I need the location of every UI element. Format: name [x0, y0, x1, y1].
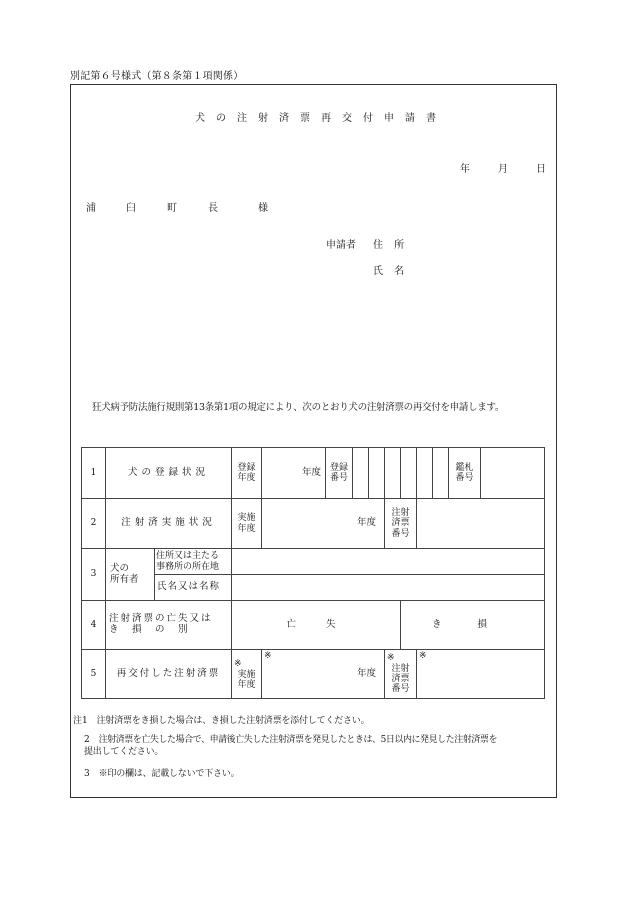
reissue-impl-year-label-cell [232, 650, 262, 699]
row-label-injection-status: 注射済実施状況 [106, 499, 232, 549]
staff-only-mark: ※ [234, 659, 242, 670]
note-2-text-a: 注射済票を亡失した場合で、申請後亡失した注射済票を発見したときは、5日以内に発見した注射済票を [98, 735, 498, 745]
reissue-tag-no-field [417, 650, 545, 699]
note-1 [73, 713, 369, 726]
table-row [82, 650, 545, 699]
form-title: 犬の注射済票再交付申請書 [195, 113, 447, 124]
reissue-tag-no-label: 注射 済票 番号 [391, 663, 410, 695]
injection-tag-no-label: 注射 済票 番号 [385, 499, 417, 549]
reissue-impl-year-field [262, 650, 385, 699]
nendo-suffix: 年度 [302, 466, 322, 478]
addressee-char: 浦 [86, 203, 96, 214]
staff-only-mark: ※ [419, 651, 427, 661]
row-label-owner: 犬の 所有者 [106, 549, 155, 601]
reg-no-label: 登録 番号 [326, 448, 353, 499]
note-2-prefix: 2 [84, 735, 90, 745]
owner-name-field[interactable] [232, 575, 545, 601]
addressee-char: 臼 [126, 203, 136, 214]
note-3-prefix: 3 [84, 769, 90, 779]
date-year: 年 [460, 164, 470, 175]
form-reference: 別記第６号様式（第８条第１項関係） [70, 71, 244, 82]
note-3-text: ※印の欄は、記載しないで下さい。 [98, 769, 240, 779]
date-day: 日 [536, 164, 546, 175]
option-damaged[interactable]: き損 [401, 601, 545, 650]
tag-no-label: 鑑札 番号 [449, 448, 481, 499]
reg-no-digit[interactable] [417, 448, 433, 499]
row-label-lost-or-damaged: 注射済票の亡失又は き 損 の 別 [106, 601, 232, 650]
nendo-suffix: 年度 [357, 517, 377, 529]
nendo-suffix: 年度 [357, 667, 377, 679]
note-1-text: 注射済票をき損した場合は、き損した注射済票を添付してください。 [96, 716, 370, 726]
reg-year-field[interactable] [262, 448, 326, 499]
table-row [82, 601, 545, 650]
note-3 [84, 766, 239, 779]
impl-year-field[interactable] [262, 499, 385, 549]
owner-address-label: 住所又は主たる 事務所の所在地 [155, 549, 232, 575]
applicant-address-label: 住 所 [373, 240, 409, 251]
staff-only-mark: ※ [387, 653, 395, 664]
applicant-label: 申請者 [326, 240, 356, 251]
table-row [82, 549, 545, 575]
applicant-name-label: 氏 名 [373, 266, 409, 277]
reg-year-label: 登録 年度 [232, 448, 262, 499]
owner-name-label: 氏名又は名称 [155, 575, 232, 601]
option-lost[interactable]: 亡失 [232, 601, 401, 650]
row-number: 4 [82, 601, 106, 650]
addressee-char: 町 [167, 203, 177, 214]
row-label-dog-registration: 犬の登録状況 [106, 448, 232, 499]
reissue-tag-no-label-cell [385, 650, 417, 699]
note-2-cont [84, 744, 163, 757]
table-row [82, 448, 545, 499]
note-1-prefix: 注1 [73, 716, 88, 726]
impl-year-label: 実施 年度 [232, 499, 262, 549]
tag-no-field[interactable] [481, 448, 545, 499]
row-label-reissued-tag: 再交付した注射済票 [106, 650, 232, 699]
table-row [82, 499, 545, 549]
staff-only-mark: ※ [264, 651, 272, 661]
intro-statement: 狂犬病予防法施行規則第13条第1項の規定により、次のとおり犬の注射済票の再交付を申請します。 [92, 402, 505, 413]
addressee-honorific: 様 [258, 203, 268, 214]
application-table [81, 447, 545, 699]
reg-no-digit[interactable] [353, 448, 369, 499]
injection-tag-no-field[interactable] [417, 499, 545, 549]
addressee-char: 長 [208, 203, 218, 214]
row-number: 5 [82, 650, 106, 699]
note-2-text-b: 提出してください。 [84, 747, 164, 757]
row-number: 2 [82, 499, 106, 549]
row-number: 3 [82, 549, 106, 601]
reg-no-digit[interactable] [401, 448, 417, 499]
reg-no-digit[interactable] [369, 448, 385, 499]
reg-no-digit[interactable] [433, 448, 449, 499]
date-month: 月 [498, 164, 508, 175]
row-number: 1 [82, 448, 106, 499]
owner-address-field[interactable] [232, 549, 545, 575]
reg-no-digit[interactable] [385, 448, 401, 499]
reissue-impl-year-label: 実施 年度 [237, 669, 256, 691]
